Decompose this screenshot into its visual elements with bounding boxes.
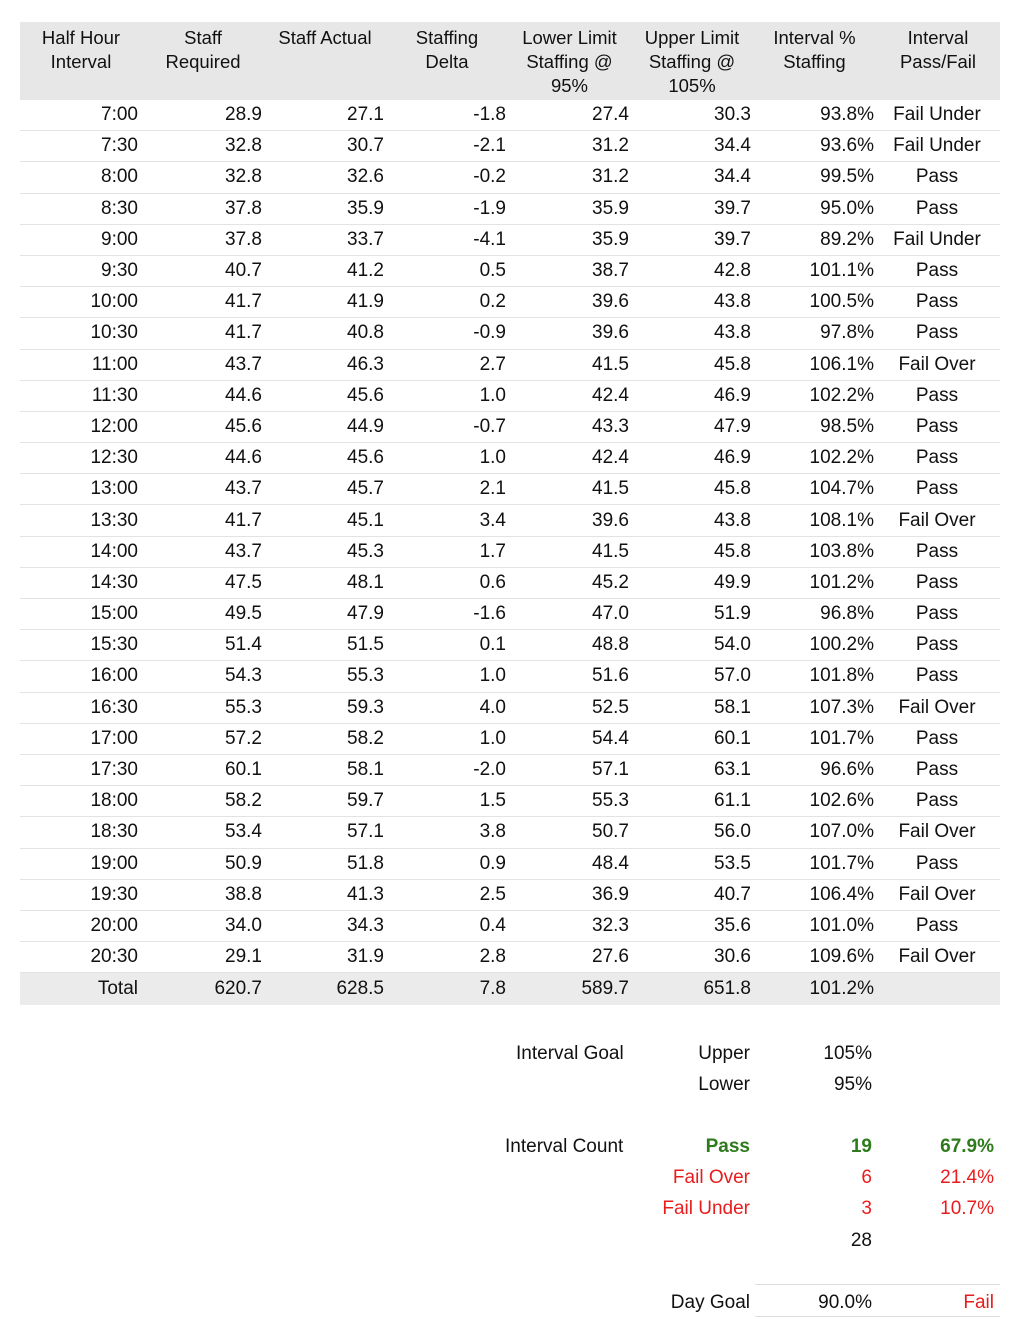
interval-percent-cell: 101.8% xyxy=(809,665,874,687)
lower-limit-cell: 39.6 xyxy=(592,509,629,531)
staff-required-cell: 44.6 xyxy=(225,384,262,406)
pass-fail-cell: Pass xyxy=(915,790,959,812)
interval-percent-cell: 93.8% xyxy=(820,104,874,126)
table-row xyxy=(20,505,1000,536)
upper-limit-cell: 60.1 xyxy=(714,727,751,749)
lower-limit-cell: 35.9 xyxy=(592,228,629,250)
header-upper-limit: Upper Limit Staffing @ 105% xyxy=(644,27,740,96)
upper-limit-cell: 54.0 xyxy=(714,634,751,656)
staffing-delta-cell: 2.5 xyxy=(479,883,506,905)
upper-limit-cell: 39.7 xyxy=(714,197,751,219)
interval-percent-cell: 101.1% xyxy=(809,260,874,282)
day-goal-value: 90.0% xyxy=(818,1292,872,1313)
lower-limit-cell: 31.2 xyxy=(592,135,629,157)
interval-percent-cell: 97.8% xyxy=(820,322,874,344)
interval-cell: 17:30 xyxy=(90,759,138,781)
pass-fail-cell: Fail Over xyxy=(898,696,976,718)
table-row xyxy=(20,849,1000,880)
total-label: Total xyxy=(97,978,138,1000)
staff-actual-cell: 32.6 xyxy=(347,166,384,188)
upper-limit-cell: 46.9 xyxy=(714,447,751,469)
pass-fail-cell: Pass xyxy=(915,197,959,219)
staff-required-cell: 55.3 xyxy=(225,696,262,718)
table-row xyxy=(20,880,1000,911)
interval-cell: 10:00 xyxy=(90,291,138,313)
interval-cell: 14:30 xyxy=(90,571,138,593)
fail-under-count: 3 xyxy=(861,1198,872,1219)
staff-required-cell: 37.8 xyxy=(225,197,262,219)
lower-limit-cell: 35.9 xyxy=(592,197,629,219)
interval-cell: 18:00 xyxy=(90,790,138,812)
interval-percent-cell: 100.5% xyxy=(809,291,874,313)
pass-fail-cell: Pass xyxy=(915,384,959,406)
table-row xyxy=(20,474,1000,505)
staff-actual-cell: 27.1 xyxy=(347,104,384,126)
upper-limit-cell: 35.6 xyxy=(714,914,751,936)
pass-fail-cell: Pass xyxy=(915,914,959,936)
pass-fail-cell: Pass xyxy=(915,322,959,344)
staff-required-cell: 28.9 xyxy=(225,104,262,126)
lower-limit-cell: 50.7 xyxy=(592,821,629,843)
interval-cell: 8:00 xyxy=(101,166,138,188)
pass-fail-cell: Pass xyxy=(915,447,959,469)
day-goal-label: Day Goal xyxy=(670,1292,750,1313)
table-row xyxy=(20,256,1000,287)
lower-limit-cell: 39.6 xyxy=(592,322,629,344)
interval-cell: 17:00 xyxy=(90,727,138,749)
pass-fail-cell: Pass xyxy=(915,665,959,687)
pass-fail-cell: Pass xyxy=(915,291,959,313)
pass-fail-cell: Fail Over xyxy=(898,946,976,968)
staffing-delta-cell: 1.0 xyxy=(479,665,506,687)
staff-required-cell: 44.6 xyxy=(225,447,262,469)
staff-required-cell: 45.6 xyxy=(225,415,262,437)
lower-limit-cell: 51.6 xyxy=(592,665,629,687)
table-row xyxy=(20,786,1000,817)
lower-limit-cell: 43.3 xyxy=(592,415,629,437)
lower-limit-cell: 45.2 xyxy=(592,571,629,593)
lower-limit-cell: 48.8 xyxy=(592,634,629,656)
upper-limit-cell: 43.8 xyxy=(714,322,751,344)
pass-fail-cell: Pass xyxy=(915,166,959,188)
staffing-delta-cell: -0.9 xyxy=(473,322,506,344)
staff-required-cell: 41.7 xyxy=(225,509,262,531)
staffing-delta-cell: 3.8 xyxy=(479,821,506,843)
pass-fail-cell: Fail Over xyxy=(898,821,976,843)
staff-required-cell: 37.8 xyxy=(225,228,262,250)
interval-percent-cell: 106.4% xyxy=(809,883,874,905)
staffing-delta-cell: 1.0 xyxy=(479,384,506,406)
staffing-table xyxy=(20,22,1000,1005)
pass-fail-cell: Fail Under xyxy=(893,135,981,157)
header-interval-percent: Interval % Staffing xyxy=(773,27,856,72)
interval-percent-cell: 104.7% xyxy=(809,478,874,500)
staff-actual-cell: 35.9 xyxy=(347,197,384,219)
table-row xyxy=(20,817,1000,848)
interval-percent-cell: 101.7% xyxy=(809,852,874,874)
upper-limit-cell: 63.1 xyxy=(714,759,751,781)
pass-fail-cell: Pass xyxy=(915,603,959,625)
total-upper-limit: 651.8 xyxy=(703,978,751,1000)
staff-actual-cell: 41.3 xyxy=(347,883,384,905)
staff-actual-cell: 45.6 xyxy=(347,384,384,406)
fail-over-percent: 21.4% xyxy=(940,1167,994,1188)
staff-actual-cell: 45.7 xyxy=(347,478,384,500)
table-row xyxy=(20,287,1000,318)
staff-actual-cell: 58.1 xyxy=(347,759,384,781)
interval-cell: 14:00 xyxy=(90,540,138,562)
staff-actual-cell: 59.3 xyxy=(347,696,384,718)
fail-over-label: Fail Over xyxy=(672,1167,750,1188)
staffing-delta-cell: -1.9 xyxy=(473,197,506,219)
staffing-delta-cell: 2.1 xyxy=(479,478,506,500)
table-row xyxy=(20,755,1000,786)
lower-limit-cell: 48.4 xyxy=(592,852,629,874)
pass-fail-cell: Pass xyxy=(915,478,959,500)
upper-limit-cell: 57.0 xyxy=(714,665,751,687)
interval-cell: 11:00 xyxy=(91,353,138,375)
table-row xyxy=(20,661,1000,692)
interval-percent-cell: 107.0% xyxy=(809,821,874,843)
interval-percent-cell: 101.0% xyxy=(809,914,874,936)
staff-actual-cell: 51.5 xyxy=(347,634,384,656)
total-row xyxy=(20,973,1000,1005)
interval-percent-cell: 103.8% xyxy=(809,540,874,562)
interval-cell: 12:30 xyxy=(90,447,138,469)
staff-required-cell: 41.7 xyxy=(225,322,262,344)
staff-actual-cell: 48.1 xyxy=(347,571,384,593)
staffing-delta-cell: 2.7 xyxy=(479,353,506,375)
lower-limit-cell: 31.2 xyxy=(592,166,629,188)
upper-limit-cell: 56.0 xyxy=(714,821,751,843)
staffing-delta-cell: -0.2 xyxy=(473,166,506,188)
total-interval-percent: 101.2% xyxy=(809,978,874,1000)
staff-required-cell: 29.1 xyxy=(225,946,262,968)
lower-limit-cell: 42.4 xyxy=(592,384,629,406)
pass-fail-cell: Fail Over xyxy=(898,353,976,375)
upper-limit-cell: 51.9 xyxy=(714,603,751,625)
upper-limit-cell: 34.4 xyxy=(714,135,751,157)
upper-limit-cell: 45.8 xyxy=(714,353,751,375)
staff-required-cell: 32.8 xyxy=(225,135,262,157)
upper-limit-cell: 39.7 xyxy=(714,228,751,250)
upper-limit-cell: 42.8 xyxy=(714,260,751,282)
interval-cell: 20:30 xyxy=(90,946,138,968)
table-header xyxy=(20,22,1000,100)
staffing-delta-cell: 4.0 xyxy=(479,696,506,718)
upper-limit-cell: 49.9 xyxy=(714,571,751,593)
lower-limit-cell: 55.3 xyxy=(592,790,629,812)
table-row xyxy=(20,724,1000,755)
staff-actual-cell: 41.9 xyxy=(347,291,384,313)
table-row xyxy=(20,350,1000,381)
staffing-delta-cell: 0.5 xyxy=(479,260,506,282)
staffing-delta-cell: 0.6 xyxy=(479,571,506,593)
interval-percent-cell: 101.2% xyxy=(809,571,874,593)
table-row xyxy=(20,225,1000,256)
staff-actual-cell: 51.8 xyxy=(347,852,384,874)
staff-required-cell: 60.1 xyxy=(225,759,262,781)
pass-fail-cell: Pass xyxy=(915,634,959,656)
pass-percent: 67.9% xyxy=(940,1136,994,1157)
interval-percent-cell: 96.6% xyxy=(820,759,874,781)
lower-limit-cell: 27.4 xyxy=(592,104,629,126)
staff-required-cell: 50.9 xyxy=(225,852,262,874)
staff-required-cell: 41.7 xyxy=(225,291,262,313)
interval-cell: 13:00 xyxy=(90,478,138,500)
staff-actual-cell: 59.7 xyxy=(347,790,384,812)
upper-limit-cell: 30.3 xyxy=(714,104,751,126)
upper-limit-cell: 53.5 xyxy=(714,852,751,874)
interval-percent-cell: 102.2% xyxy=(809,447,874,469)
pass-fail-cell: Pass xyxy=(915,415,959,437)
interval-cell: 9:30 xyxy=(101,260,138,282)
upper-limit-cell: 46.9 xyxy=(714,384,751,406)
interval-count-label: Interval Count xyxy=(505,1136,624,1157)
lower-limit-cell: 38.7 xyxy=(592,260,629,282)
table-row xyxy=(20,412,1000,443)
lower-limit-cell: 54.4 xyxy=(592,727,629,749)
interval-goal-upper-value: 105% xyxy=(823,1043,872,1064)
staff-required-cell: 32.8 xyxy=(225,166,262,188)
interval-percent-cell: 101.7% xyxy=(809,727,874,749)
table-body xyxy=(20,100,1000,973)
interval-cell: 16:00 xyxy=(90,665,138,687)
staff-actual-cell: 40.8 xyxy=(347,322,384,344)
staffing-delta-cell: -0.7 xyxy=(473,415,506,437)
staff-actual-cell: 57.1 xyxy=(347,821,384,843)
table-row xyxy=(20,630,1000,661)
pass-fail-cell: Pass xyxy=(915,727,959,749)
interval-percent-cell: 99.5% xyxy=(820,166,874,188)
staff-actual-cell: 45.3 xyxy=(347,540,384,562)
staffing-delta-cell: 1.7 xyxy=(479,540,506,562)
lower-limit-cell: 42.4 xyxy=(592,447,629,469)
table-row xyxy=(20,942,1000,973)
table-row xyxy=(20,162,1000,193)
staff-actual-cell: 45.1 xyxy=(347,509,384,531)
pass-label: Pass xyxy=(705,1136,750,1157)
upper-limit-cell: 45.8 xyxy=(714,540,751,562)
interval-cell: 11:30 xyxy=(91,384,138,406)
upper-limit-cell: 58.1 xyxy=(714,696,751,718)
header-staff-required: Staff Required xyxy=(165,27,241,72)
staff-required-cell: 53.4 xyxy=(225,821,262,843)
interval-percent-cell: 93.6% xyxy=(820,135,874,157)
table-row xyxy=(20,537,1000,568)
staff-required-cell: 54.3 xyxy=(225,665,262,687)
table-row xyxy=(20,318,1000,349)
staff-required-cell: 38.8 xyxy=(225,883,262,905)
staff-required-cell: 47.5 xyxy=(225,571,262,593)
interval-cell: 9:00 xyxy=(101,228,138,250)
interval-cell: 19:30 xyxy=(90,883,138,905)
table-row xyxy=(20,568,1000,599)
fail-under-label: Fail Under xyxy=(662,1198,750,1219)
staff-actual-cell: 41.2 xyxy=(347,260,384,282)
staff-actual-cell: 45.6 xyxy=(347,447,384,469)
interval-percent-cell: 106.1% xyxy=(809,353,874,375)
interval-percent-cell: 100.2% xyxy=(809,634,874,656)
lower-limit-cell: 39.6 xyxy=(592,291,629,313)
interval-percent-cell: 107.3% xyxy=(809,696,874,718)
pass-fail-cell: Pass xyxy=(915,571,959,593)
pass-fail-cell: Pass xyxy=(915,540,959,562)
interval-goal-lower-label: Lower xyxy=(698,1074,750,1095)
staffing-delta-cell: 0.4 xyxy=(479,914,506,936)
staffing-delta-cell: -2.0 xyxy=(473,759,506,781)
table-row xyxy=(20,443,1000,474)
staffing-delta-cell: 3.4 xyxy=(479,509,506,531)
staff-required-cell: 34.0 xyxy=(225,914,262,936)
staff-required-cell: 43.7 xyxy=(225,540,262,562)
lower-limit-cell: 57.1 xyxy=(592,759,629,781)
interval-cell: 12:00 xyxy=(90,415,138,437)
staffing-delta-cell: -4.1 xyxy=(473,228,506,250)
pass-fail-cell: Pass xyxy=(915,260,959,282)
upper-limit-cell: 40.7 xyxy=(714,883,751,905)
staffing-delta-cell: 0.2 xyxy=(479,291,506,313)
interval-total-count: 28 xyxy=(850,1230,872,1251)
upper-limit-cell: 45.8 xyxy=(714,478,751,500)
staff-actual-cell: 30.7 xyxy=(347,135,384,157)
interval-cell: 15:30 xyxy=(90,634,138,656)
staff-actual-cell: 33.7 xyxy=(347,228,384,250)
staff-actual-cell: 47.9 xyxy=(347,603,384,625)
staff-actual-cell: 44.9 xyxy=(347,415,384,437)
staff-required-cell: 58.2 xyxy=(225,790,262,812)
lower-limit-cell: 32.3 xyxy=(592,914,629,936)
interval-cell: 18:30 xyxy=(90,821,138,843)
staff-actual-cell: 31.9 xyxy=(347,946,384,968)
staff-actual-cell: 46.3 xyxy=(347,353,384,375)
upper-limit-cell: 47.9 xyxy=(714,415,751,437)
fail-under-percent: 10.7% xyxy=(940,1198,994,1219)
total-staff-required: 620.7 xyxy=(214,978,262,1000)
staff-actual-cell: 55.3 xyxy=(347,665,384,687)
lower-limit-cell: 41.5 xyxy=(592,478,629,500)
fail-over-count: 6 xyxy=(861,1167,872,1188)
table-row xyxy=(20,693,1000,724)
interval-percent-cell: 108.1% xyxy=(809,509,874,531)
staff-actual-cell: 34.3 xyxy=(347,914,384,936)
staffing-delta-cell: 2.8 xyxy=(479,946,506,968)
interval-percent-cell: 98.5% xyxy=(820,415,874,437)
table-row xyxy=(20,131,1000,162)
table-row xyxy=(20,194,1000,225)
staff-required-cell: 49.5 xyxy=(225,603,262,625)
staffing-delta-cell: 1.0 xyxy=(479,727,506,749)
pass-fail-cell: Fail Under xyxy=(893,228,981,250)
lower-limit-cell: 47.0 xyxy=(592,603,629,625)
day-goal-result: Fail xyxy=(963,1292,994,1313)
pass-fail-cell: Fail Over xyxy=(898,883,976,905)
lower-limit-cell: 52.5 xyxy=(592,696,629,718)
total-staff-actual: 628.5 xyxy=(336,978,384,1000)
table-row xyxy=(20,911,1000,942)
interval-cell: 15:00 xyxy=(90,603,138,625)
header-staffing-delta: Staffing Delta xyxy=(415,27,479,72)
staffing-delta-cell: 1.0 xyxy=(479,447,506,469)
pass-count: 19 xyxy=(850,1136,872,1157)
pass-fail-cell: Fail Over xyxy=(898,509,976,531)
day-goal-top-rule xyxy=(755,1284,1000,1285)
upper-limit-cell: 43.8 xyxy=(714,291,751,313)
interval-cell: 13:30 xyxy=(90,509,138,531)
interval-percent-cell: 89.2% xyxy=(820,228,874,250)
staffing-delta-cell: 0.1 xyxy=(479,634,506,656)
staff-actual-cell: 58.2 xyxy=(347,727,384,749)
interval-cell: 16:30 xyxy=(90,696,138,718)
staff-required-cell: 57.2 xyxy=(225,727,262,749)
day-goal-bottom-rule xyxy=(755,1316,1000,1317)
interval-percent-cell: 102.2% xyxy=(809,384,874,406)
upper-limit-cell: 61.1 xyxy=(714,790,751,812)
upper-limit-cell: 30.6 xyxy=(714,946,751,968)
interval-cell: 19:00 xyxy=(90,852,138,874)
interval-percent-cell: 96.8% xyxy=(820,603,874,625)
header-pass-fail: Interval Pass/Fail xyxy=(899,27,977,72)
table-row xyxy=(20,100,1000,131)
interval-goal-upper-label: Upper xyxy=(698,1043,750,1064)
table-row xyxy=(20,381,1000,412)
total-staffing-delta: 7.8 xyxy=(479,978,506,1000)
interval-cell: 10:30 xyxy=(90,322,138,344)
interval-cell: 20:00 xyxy=(90,914,138,936)
staff-required-cell: 51.4 xyxy=(225,634,262,656)
lower-limit-cell: 27.6 xyxy=(592,946,629,968)
staffing-delta-cell: -2.1 xyxy=(473,135,506,157)
total-lower-limit: 589.7 xyxy=(581,978,629,1000)
staffing-delta-cell: 0.9 xyxy=(479,852,506,874)
header-lower-limit: Lower Limit Staffing @ 95% xyxy=(522,27,617,96)
interval-goal-label: Interval Goal xyxy=(516,1043,624,1064)
staff-required-cell: 43.7 xyxy=(225,478,262,500)
interval-cell: 7:00 xyxy=(101,104,138,126)
header-half-hour-interval: Half Hour Interval xyxy=(41,27,121,72)
staff-required-cell: 40.7 xyxy=(225,260,262,282)
pass-fail-cell: Pass xyxy=(915,852,959,874)
interval-cell: 8:30 xyxy=(101,197,138,219)
interval-goal-lower-value: 95% xyxy=(833,1074,872,1095)
interval-cell: 7:30 xyxy=(101,135,138,157)
table-row xyxy=(20,599,1000,630)
interval-percent-cell: 95.0% xyxy=(820,197,874,219)
upper-limit-cell: 43.8 xyxy=(714,509,751,531)
interval-percent-cell: 109.6% xyxy=(809,946,874,968)
staffing-delta-cell: 1.5 xyxy=(479,790,506,812)
pass-fail-cell: Fail Under xyxy=(893,104,981,126)
pass-fail-cell: Pass xyxy=(915,759,959,781)
staffing-delta-cell: -1.8 xyxy=(473,104,506,126)
upper-limit-cell: 34.4 xyxy=(714,166,751,188)
lower-limit-cell: 41.5 xyxy=(592,353,629,375)
header-staff-actual: Staff Actual xyxy=(278,27,372,48)
staffing-delta-cell: -1.6 xyxy=(473,603,506,625)
lower-limit-cell: 36.9 xyxy=(592,883,629,905)
interval-percent-cell: 102.6% xyxy=(809,790,874,812)
staff-required-cell: 43.7 xyxy=(225,353,262,375)
lower-limit-cell: 41.5 xyxy=(592,540,629,562)
